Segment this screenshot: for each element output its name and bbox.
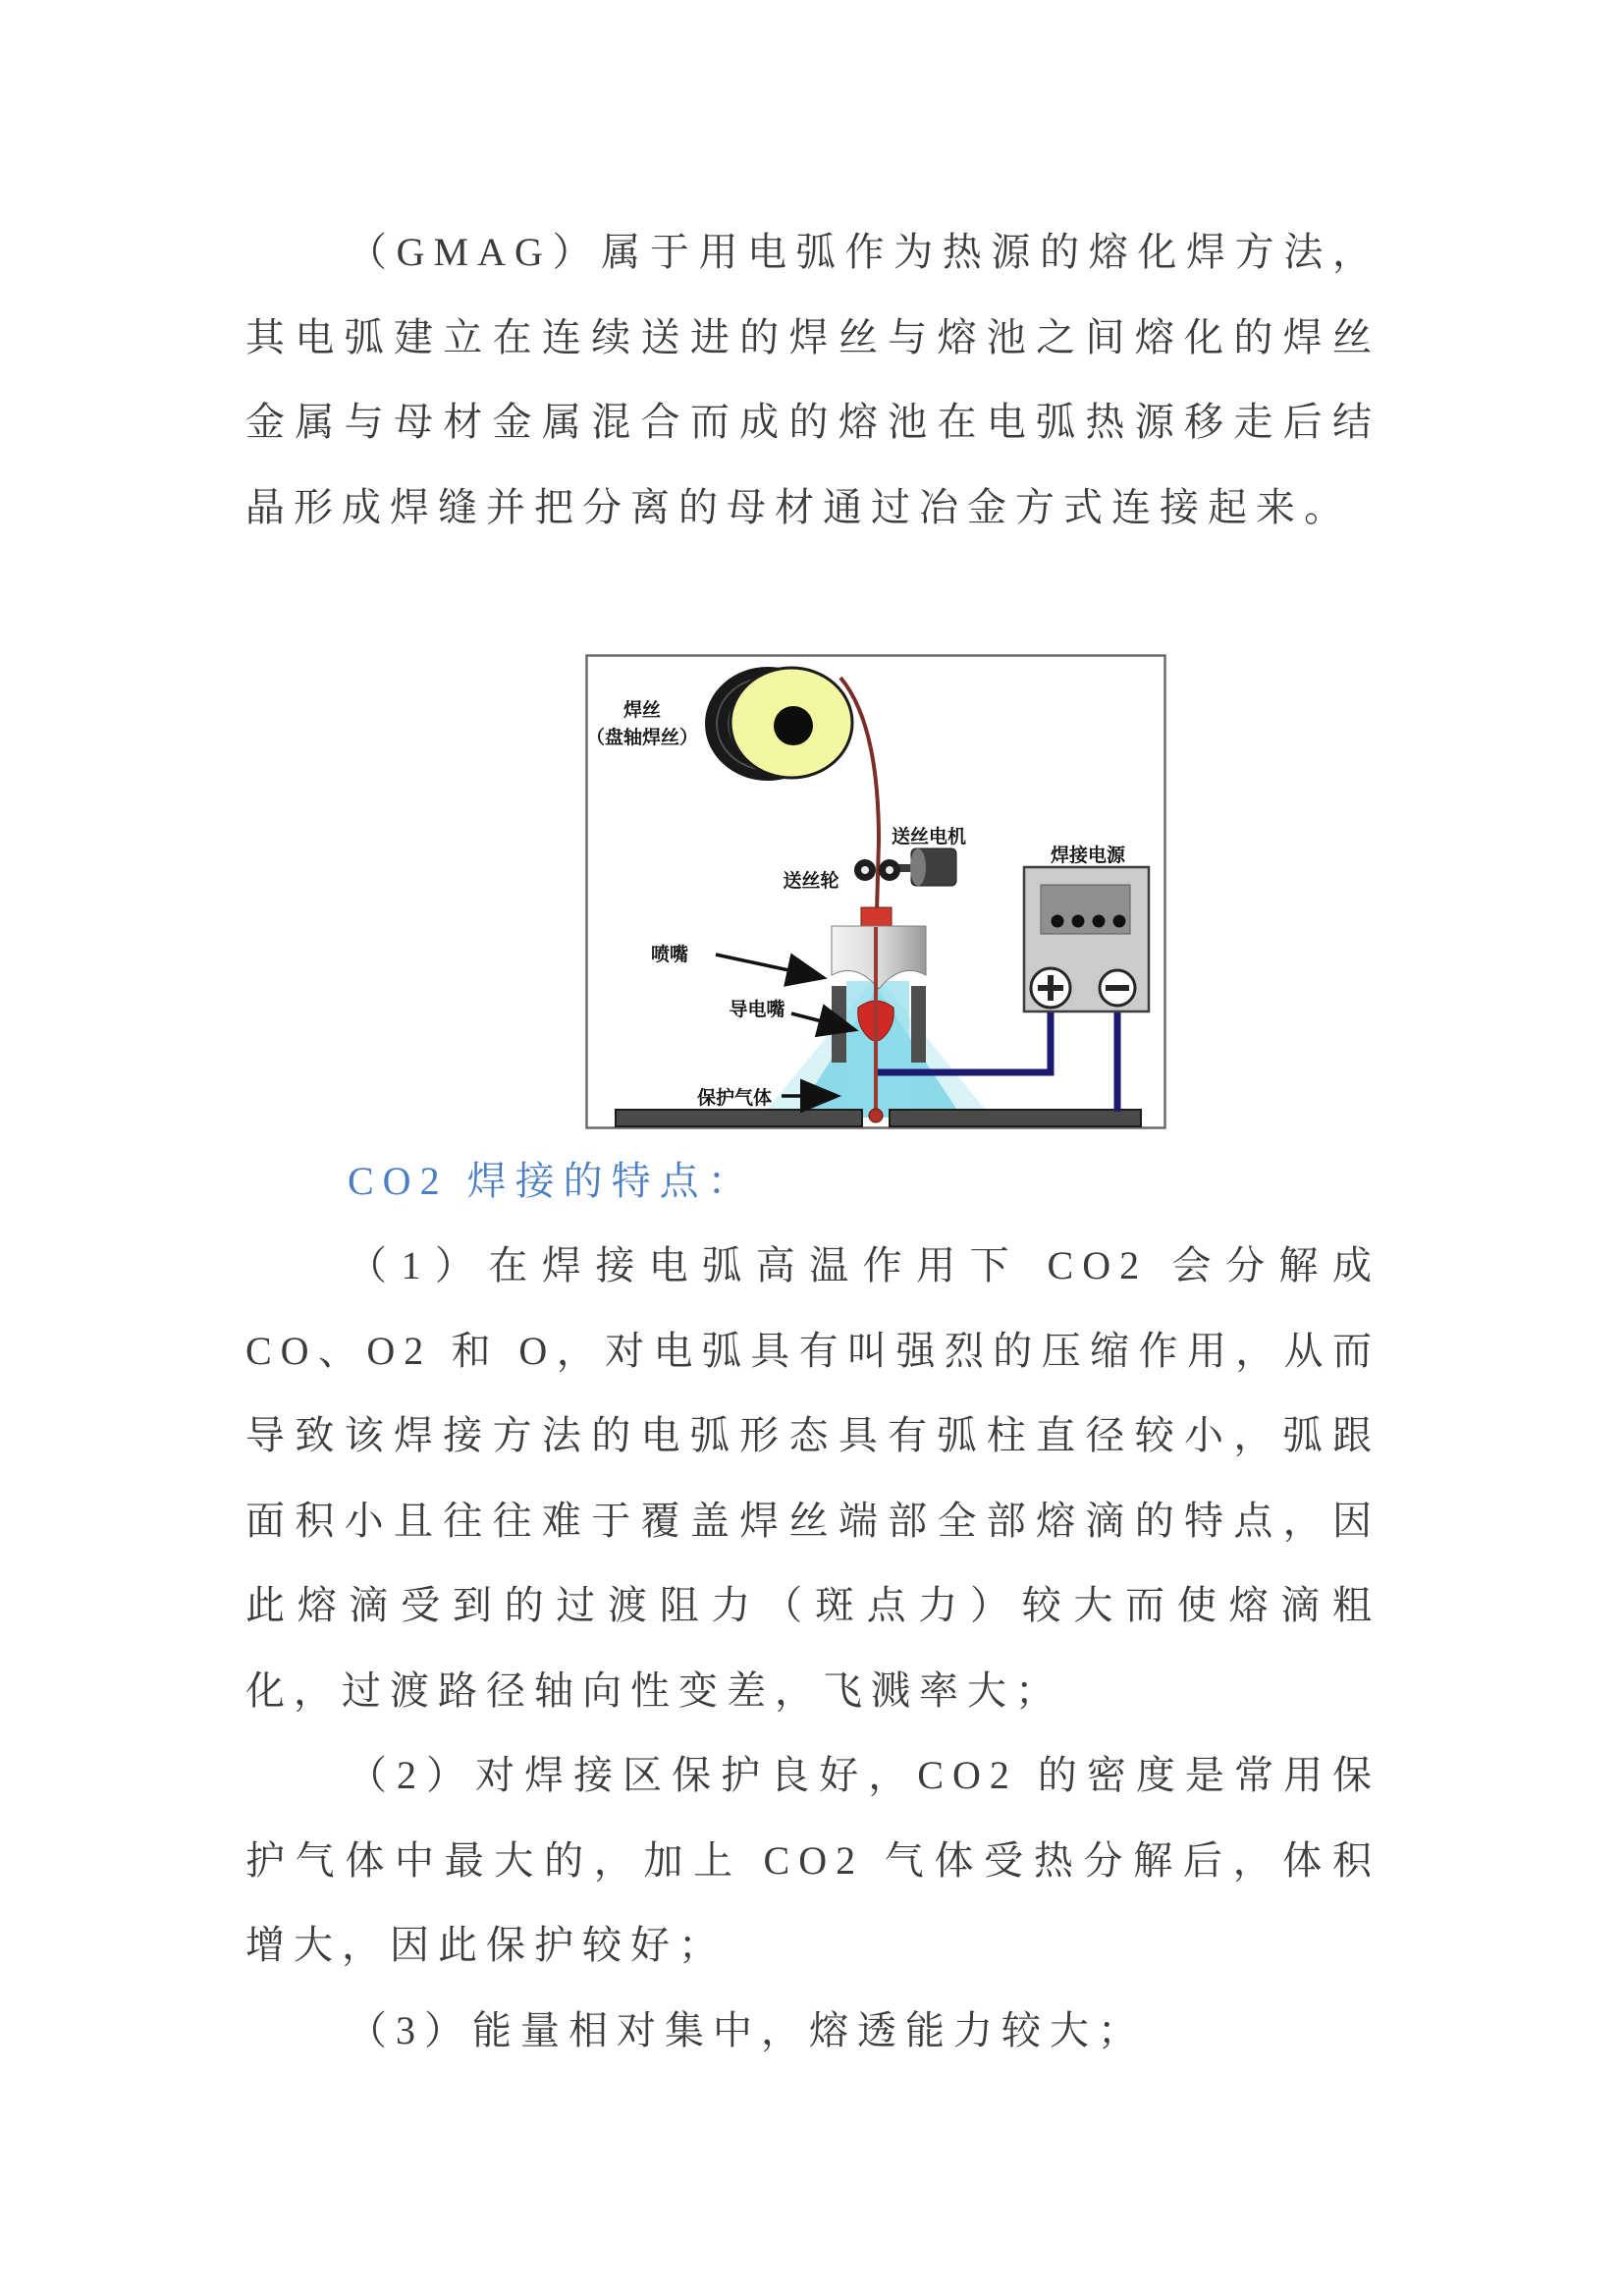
feature-list (245, 1224, 1380, 2073)
nozzle-skirt-right (911, 986, 926, 1063)
power-source-label: 焊接电源 (1050, 846, 1126, 866)
feature-item-1: （1）在焊接电弧高温作用下 CO2 会分解成 CO、O2 和 O，对电弧具有叫强烈的压缩作用，从而导致该焊接方法的电弧形态具有弧柱直径较小，弧跟面积小且往往难于覆盖焊丝端部全部熔滴的特点，因此熔滴受到的过渡阻力（斑点力）较大而使熔滴粗化，过渡路径轴向性变差，飞溅率大； (245, 1243, 1380, 1713)
section-heading: CO2 焊接的特点： (348, 1159, 756, 1203)
negative-terminal-icon (1100, 970, 1135, 1006)
wire-spool (705, 667, 852, 781)
power-source (1024, 867, 1149, 1011)
feed-roller-label: 送丝轮 (783, 871, 839, 892)
feature-item-3: （3）能量相对集中，熔透能力较大； (348, 2007, 1146, 2052)
spool-label-line2: （盘轴焊丝） (585, 728, 699, 748)
arc-droplet (869, 1109, 883, 1122)
spool-label-line1: 焊丝 (622, 700, 662, 721)
positive-terminal-icon (1031, 968, 1070, 1008)
welding-diagram-svg (585, 654, 1166, 1129)
contact-tip-label: 导电嘴 (729, 1000, 785, 1020)
intro-paragraph: （GMAG）属于用电弧作为热源的熔化焊方法，其电弧建立在连续送进的焊丝与熔池之间熔化的焊丝金属与母材金属混合而成的熔池在电弧热源移走后结晶形成焊缝并把分离的母材通过冶金方式连接起来。 (245, 230, 1380, 529)
feature-item-2: （2）对焊接区保护良好，CO2 的密度是常用保护气体中最大的，加上 CO2 气体受热分解后，体积增大，因此保护较好； (245, 1753, 1380, 1967)
shielding-gas-label: 保护气体 (696, 1088, 773, 1109)
welding-diagram (585, 654, 1166, 1129)
nozzle-label: 喷嘴 (650, 945, 689, 965)
feed-motor-label: 送丝电机 (891, 827, 967, 847)
